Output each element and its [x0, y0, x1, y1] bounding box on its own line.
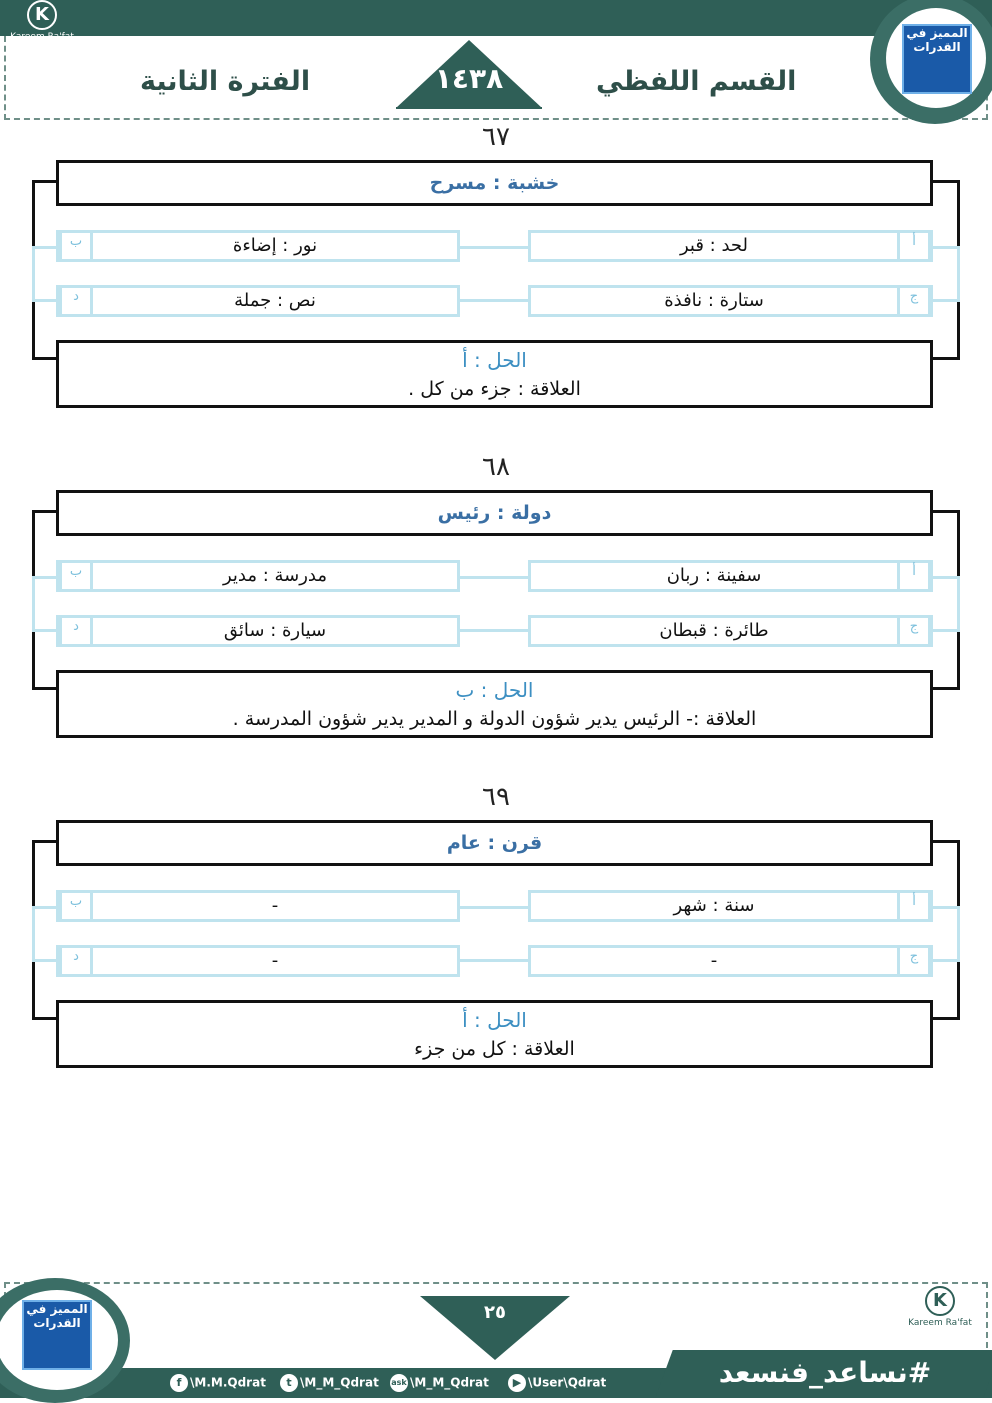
solution-answer: الحل : أ — [462, 1008, 527, 1032]
twitter-icon: t — [280, 1374, 298, 1392]
book-logo-icon — [902, 24, 972, 94]
k-logo-icon: K — [27, 0, 57, 30]
question-number: ٦٩ — [482, 782, 510, 812]
social-youtube[interactable] — [508, 1374, 606, 1392]
option-letter: أ — [897, 233, 931, 259]
option-text: نص : جملة — [234, 290, 316, 311]
option-letter: ج — [897, 618, 931, 644]
option-letter: د — [59, 288, 93, 314]
solution-relation: العلاقة : جزء من كل . — [408, 378, 581, 400]
option-letter: د — [59, 948, 93, 974]
option-a[interactable] — [528, 890, 933, 922]
brand-name-top: Kareem Ra'fat — [10, 32, 74, 42]
section-title: القسم اللفظي — [596, 66, 797, 97]
option-a[interactable] — [528, 230, 933, 262]
book-logo-icon — [22, 1300, 92, 1370]
option-text: نور : إضاءة — [232, 235, 318, 256]
option-text: سفينة : ربان — [666, 565, 762, 586]
solution-box — [56, 1000, 933, 1068]
brand-logo-bottom — [900, 1286, 980, 1346]
solution-box — [56, 340, 933, 408]
page-number: ٢٥ — [484, 1302, 506, 1323]
option-a[interactable] — [528, 560, 933, 592]
option-text: مدرسة : مدير — [222, 565, 328, 586]
question-number: ٦٧ — [482, 122, 510, 152]
option-text: طائرة : قبطان — [659, 620, 769, 641]
option-text: لحد : قبر — [679, 235, 749, 256]
option-b[interactable] — [56, 560, 460, 592]
option-letter: أ — [897, 563, 931, 589]
solution-relation: العلاقة : كل من جزء — [414, 1038, 575, 1060]
option-c[interactable] — [528, 285, 933, 317]
option-letter: ب — [59, 893, 93, 919]
question-pair: قرن : عام — [56, 820, 933, 866]
option-text: - — [271, 895, 279, 916]
logo-text-bottom: المميز في القدرات — [26, 1302, 88, 1330]
option-c[interactable] — [528, 945, 933, 977]
option-text: سنة : شهر — [673, 895, 755, 916]
youtube-icon: ▶ — [508, 1374, 526, 1392]
ask-icon: ask — [390, 1374, 408, 1392]
option-text: سيارة : سائق — [223, 620, 327, 641]
solution-relation: العلاقة :- الرئيس يدير شؤون الدولة و المدير يدير شؤون المدرسة . — [232, 708, 757, 730]
option-letter: د — [59, 618, 93, 644]
k-logo-icon: K — [925, 1286, 955, 1316]
logo-text-top: المميز في القدرات — [906, 26, 968, 54]
option-d[interactable] — [56, 285, 460, 317]
brand-logo-top — [4, 0, 80, 50]
option-c[interactable] — [528, 615, 933, 647]
option-text: ستارة : نافذة — [664, 290, 764, 311]
option-letter: ب — [59, 233, 93, 259]
option-text: - — [710, 950, 718, 971]
header-band — [0, 0, 992, 36]
option-letter: ج — [897, 948, 931, 974]
option-letter: ب — [59, 563, 93, 589]
period-title: الفترة الثانية — [140, 66, 311, 97]
social-handle: \M.M.Qdrat — [190, 1375, 266, 1390]
social-handle: \M_M_Qdrat — [410, 1375, 489, 1390]
option-letter: أ — [897, 893, 931, 919]
social-twitter[interactable] — [280, 1374, 379, 1392]
question-pair: خشبة : مسرح — [56, 160, 933, 206]
social-handle: \User\Qdrat — [528, 1375, 607, 1390]
option-b[interactable] — [56, 230, 460, 262]
hashtag-text: #نساعد_فنسعد — [718, 1356, 932, 1389]
social-ask[interactable] — [390, 1374, 489, 1392]
facebook-icon: f — [170, 1374, 188, 1392]
option-letter: ج — [897, 288, 931, 314]
option-d[interactable] — [56, 615, 460, 647]
solution-answer: الحل : أ — [462, 348, 527, 372]
year-label: ١٤٣٨ — [434, 62, 504, 95]
question-number: ٦٨ — [482, 452, 510, 482]
question-pair: دولة : رئيس — [56, 490, 933, 536]
brand-name-bottom: Kareem Ra'fat — [908, 1318, 972, 1328]
solution-box — [56, 670, 933, 738]
option-d[interactable] — [56, 945, 460, 977]
social-facebook[interactable] — [170, 1374, 266, 1392]
social-handle: \M_M_Qdrat — [300, 1375, 379, 1390]
option-text: - — [271, 950, 279, 971]
option-b[interactable] — [56, 890, 460, 922]
solution-answer: الحل : ب — [455, 678, 534, 702]
